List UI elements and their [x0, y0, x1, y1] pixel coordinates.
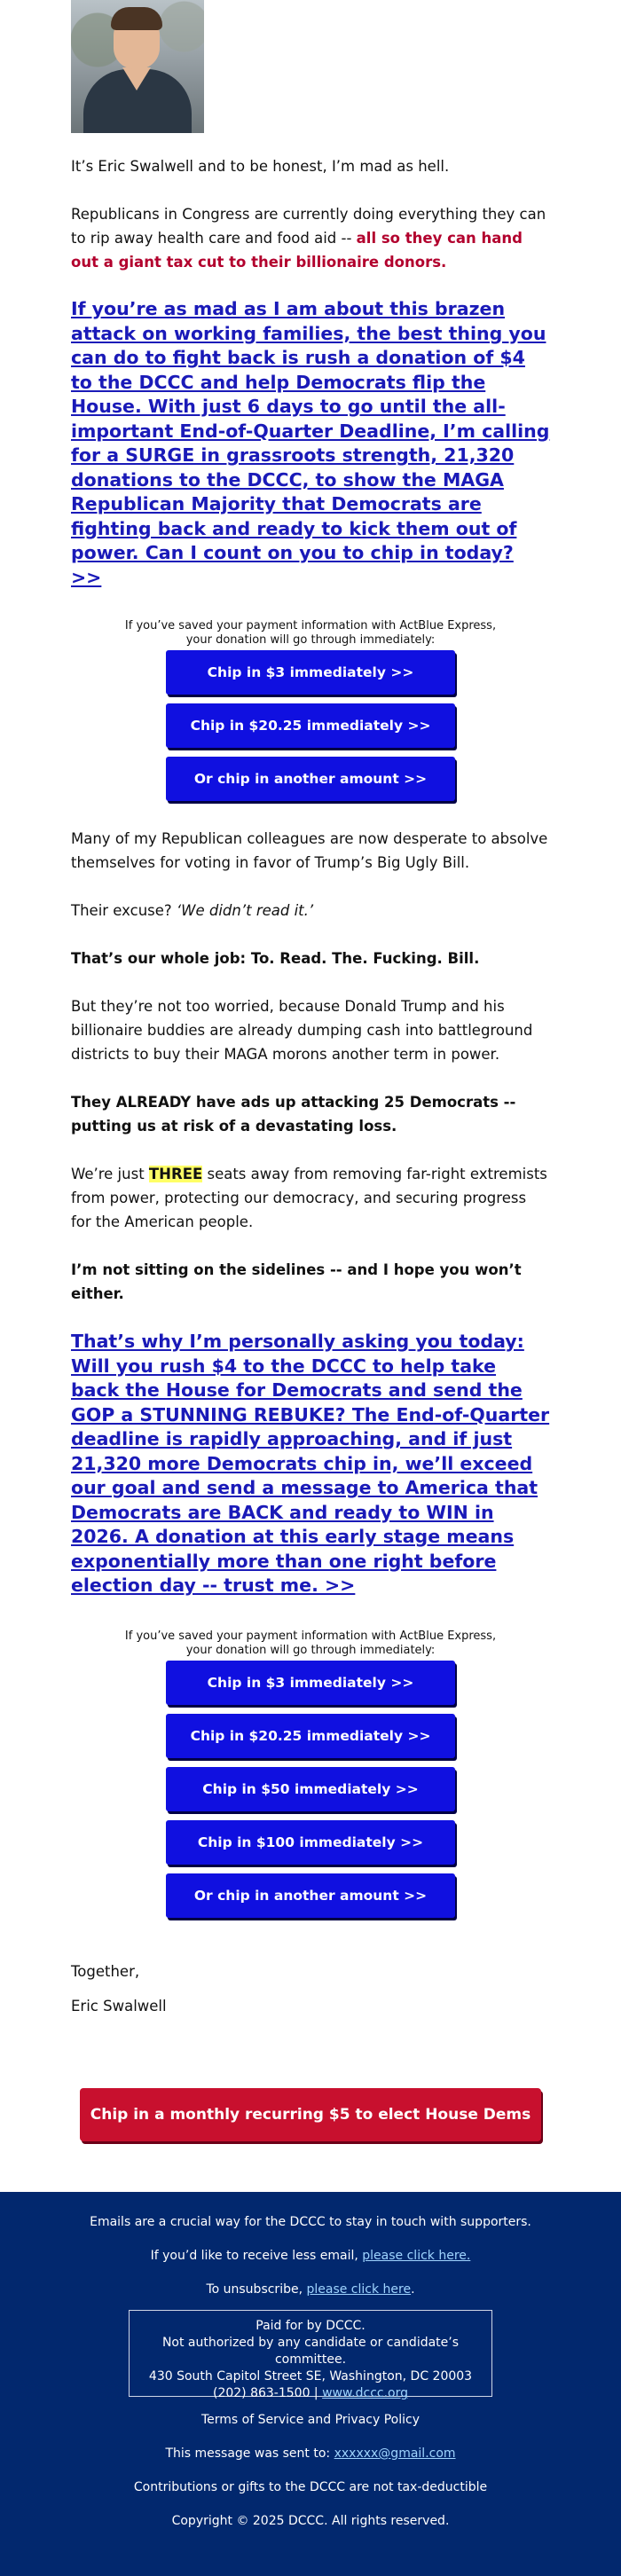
footer-sent-to-text: This message was sent to: — [165, 2446, 334, 2461]
paragraph-sidelines: I’m not sitting on the sidelines -- and I hope you won’t either. — [71, 1261, 522, 1302]
signoff: Together, — [71, 1962, 140, 1980]
paid-for: Paid for by DCCC. — [255, 2319, 366, 2333]
chip-3-button-2[interactable]: Chip in $3 immediately >> — [166, 1661, 455, 1705]
paragraph-three-seats — [71, 1162, 550, 1234]
footer-unsubscribe-suffix: . — [411, 2282, 415, 2297]
paragraph-trump-cash: But they’re not too worried, because Donald Trump and his billionaire buddies are already dumping cash into battleground districts to buy their MAGA morons another term in power. — [71, 998, 533, 1063]
unsubscribe-link[interactable]: please click here — [306, 2282, 412, 2297]
website-link[interactable]: www.dccc.org — [322, 2386, 409, 2400]
paragraph-excuse — [71, 899, 550, 923]
intro-text: It’s Eric Swalwell and to be honest, I’m mad as hell. — [71, 158, 450, 175]
footer-crucial: Emails are a crucial way for the DCCC to stay in touch with supporters. — [90, 2215, 531, 2229]
donate-link-1[interactable]: If you’re as mad as I am about this brazen attack on working families, the best thing you can do to fight back is rush a donation of $4 to the DCCC and help Democrats flip the House. With just 6 days to go until the all-important End-of-Quarter Deadline, I’m calling for a SURGE in grassroots strength, 21,320 donations to the DCCC, to show the MAGA Republican Majority that Democrats are fighting back and ready to kick them out of power. Can I count on you to chip in today? >> — [71, 298, 550, 588]
chip-20-button-2[interactable]: Chip in $20.25 immediately >> — [166, 1714, 455, 1758]
chip-other-button-2[interactable]: Or chip in another amount >> — [166, 1873, 455, 1918]
signature: Eric Swalwell — [71, 1997, 167, 2014]
paragraph-healthcare-plain: Republicans in Congress are currently doing everything they can to rip away health care and food aid -- — [71, 206, 546, 247]
footer-less-email-text: If you’d like to receive less email, — [150, 2249, 363, 2263]
donate-link-2[interactable]: That’s why I’m personally asking you today: Will you rush $4 to the DCCC to help take back the House for Democrats and send the GOP a STUNNING REBUKE? The End-of-Quarter deadline is rapidly approaching, and if just 21,320 more Democrats chip in, we’ll exceed our goal and send a message to America that Democrats are BACK and ready to WIN in 2026. A donation at this early stage means exponentially more than one right before election day -- trust me. >> — [71, 1331, 550, 1596]
three-highlight: THREE — [148, 1166, 203, 1182]
actblue-note-line2: your donation will go through immediately: — [185, 633, 436, 647]
chip-100-button[interactable]: Chip in $100 immediately >> — [166, 1820, 455, 1865]
paragraph-three-seats-b: seats away from removing far-right extremists from power, protecting our democracy, and securing progress for the American people. — [71, 1166, 547, 1230]
actblue-note-line1: If you’ve saved your payment information with ActBlue Express, — [124, 619, 497, 632]
footer-less-email — [0, 2249, 621, 2263]
phone: (202) 863-1500 | — [212, 2386, 323, 2400]
monthly-recurring-button[interactable]: Chip in a monthly recurring $5 to elect House Dems >> — [80, 2088, 541, 2141]
paragraph-read-bill: That’s our whole job: To. Read. The. Fucking. Bill. — [71, 950, 480, 967]
paragraph-excuse-plain: Their excuse? — [71, 902, 177, 919]
address: 430 South Capitol Street SE, Washington, DC 20003 — [148, 2369, 473, 2384]
footer — [0, 2192, 621, 2576]
actblue-note-2-line1: If you’ve saved your payment information with ActBlue Express, — [124, 1629, 497, 1643]
paragraph-three-seats-a: We’re just — [71, 1166, 149, 1182]
paragraph-excuse-italic: ‘We didn’t read it.’ — [176, 902, 314, 919]
not-authorized: Not authorized by any candidate or candidate’s committee. — [161, 2336, 460, 2367]
portrait-photo — [71, 0, 204, 133]
phone-website — [130, 2385, 491, 2402]
less-email-link[interactable]: please click here. — [362, 2249, 471, 2263]
copyright: Copyright © 2025 DCCC. All rights reserved. — [171, 2514, 450, 2528]
chip-50-button[interactable]: Chip in $50 immediately >> — [166, 1767, 455, 1811]
chip-20-button[interactable]: Chip in $20.25 immediately >> — [166, 703, 455, 748]
footer-sent-to — [0, 2446, 621, 2461]
paragraph-ads: They ALREADY have ads up attacking 25 Democrats -- putting us at risk of a devastating loss. — [71, 1094, 516, 1135]
chip-other-button[interactable]: Or chip in another amount >> — [166, 757, 455, 801]
paragraph-healthcare-red: all so they can hand out a giant tax cut to their billionaire donors. — [71, 230, 523, 271]
paragraph-healthcare — [71, 202, 550, 274]
footer-unsubscribe-text: To unsubscribe, — [206, 2282, 307, 2297]
tax-note: Contributions or gifts to the DCCC are not tax-deductible — [133, 2480, 488, 2494]
actblue-note-2-line2: your donation will go through immediately: — [185, 1643, 436, 1657]
footer-unsubscribe — [0, 2282, 621, 2297]
paid-for-box — [129, 2310, 492, 2400]
paragraph-colleagues: Many of my Republican colleagues are now desperate to absolve themselves for voting in favor of Trump’s Big Ugly Bill. — [71, 830, 548, 871]
terms-link[interactable]: Terms of Service and Privacy Policy — [200, 2413, 420, 2427]
chip-3-button[interactable]: Chip in $3 immediately >> — [166, 650, 455, 695]
recipient-email-link[interactable]: xxxxxx@gmail.com — [334, 2446, 456, 2461]
